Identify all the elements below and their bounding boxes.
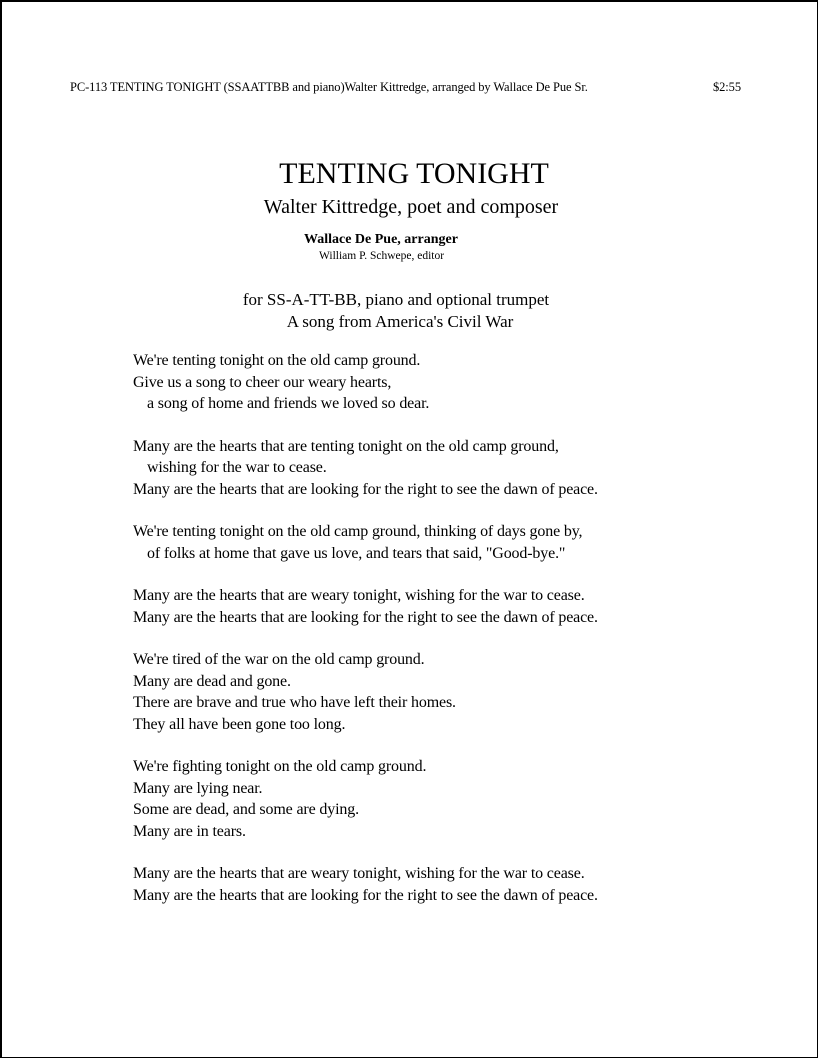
lyric-line: Many are in tears. xyxy=(133,822,246,840)
lyric-line: Many are the hearts that are looking for the right to see the dawn of peace. xyxy=(133,480,598,498)
stanza-7 xyxy=(133,863,773,906)
editor-credit: William P. Schwepe, editor xyxy=(319,250,445,262)
lyrics xyxy=(133,350,773,927)
lyric-line: We're tenting tonight on the old camp ground. xyxy=(133,352,421,369)
lyric-line: Many are the hearts that are weary tonight, wishing for the war to cease. xyxy=(133,865,585,882)
lyric-line: a song of home and friends we loved so dear. xyxy=(147,395,430,412)
lyric-line: Many are lying near. xyxy=(133,779,263,797)
lyric-line: Many are the hearts that are looking for the right to see the dawn of peace. xyxy=(133,608,598,626)
lyric-line: We're tired of the war on the old camp ground. xyxy=(133,651,425,668)
lyric-line: wishing for the war to cease. xyxy=(147,459,327,476)
song-subtitle: A song from America's Civil War xyxy=(286,312,514,331)
lyric-line: Some are dead, and some are dying. xyxy=(133,801,359,818)
lyric-line: There are brave and true who have left their homes. xyxy=(133,694,456,711)
lyric-line: of folks at home that gave us love, and tears that said, "Good-bye." xyxy=(147,544,566,562)
stanza-6 xyxy=(133,756,773,842)
stanza-1 xyxy=(133,350,773,415)
lyric-line: Many are the hearts that are looking for the right to see the dawn of peace. xyxy=(133,886,598,904)
song-title: TENTING TONIGHT xyxy=(279,157,549,190)
stanza-5 xyxy=(133,649,773,735)
stanza-2 xyxy=(133,436,773,501)
catalog-description: PC-113 TENTING TONIGHT (SSAATTBB and piano)Walter Kittredge, arranged by Wallace De Pue Sr. xyxy=(70,80,588,94)
lyric-line: Many are the hearts that are tenting tonight on the old camp ground, xyxy=(133,437,559,455)
stanza-3 xyxy=(133,521,773,564)
lyric-line: We're fighting tonight on the old camp ground. xyxy=(133,758,427,775)
arranger-credit: Wallace De Pue, arranger xyxy=(304,232,458,247)
lyric-line: Many are the hearts that are weary tonight, wishing for the war to cease. xyxy=(133,587,585,604)
lyric-line: We're tenting tonight on the old camp ground, thinking of days gone by, xyxy=(133,523,583,540)
catalog-line xyxy=(70,79,760,95)
lyric-line: Many are dead and gone. xyxy=(133,672,291,690)
composer-credit: Walter Kittredge, poet and composer xyxy=(263,196,559,218)
stanza-4 xyxy=(133,585,773,628)
voicing-description: for SS-A-TT-BB, piano and optional trumpet xyxy=(242,290,550,309)
catalog-price: $2:55 xyxy=(713,80,741,94)
lyric-line: Give us a song to cheer our weary hearts, xyxy=(133,373,392,391)
lyric-line: They all have been gone too long. xyxy=(133,715,346,733)
